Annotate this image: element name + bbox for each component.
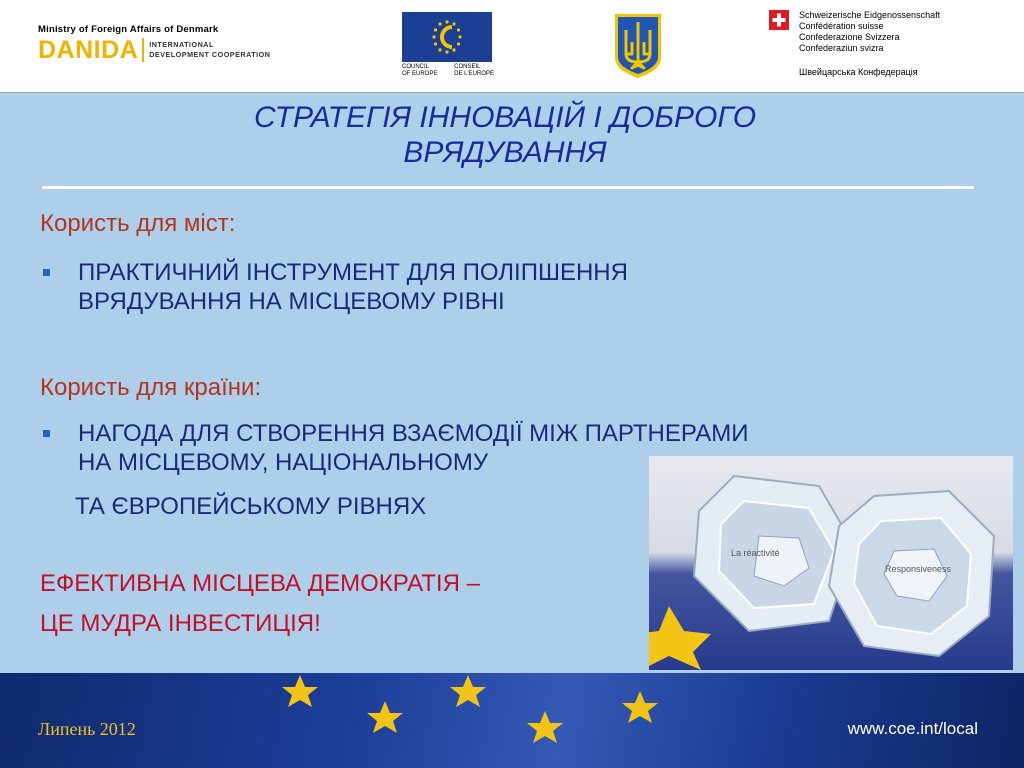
danida-subtitle-line1: INTERNATIONAL — [149, 40, 214, 49]
eu-star-icon — [450, 675, 486, 707]
coe-label-en-2: OF EUROPE — [402, 70, 438, 77]
bullet-cities-text — [78, 258, 628, 316]
award-text-2: Responsiveness — [885, 564, 952, 574]
swiss-name-it: Confederazione Svizzera — [799, 32, 900, 42]
swiss-name-rm: Confederaziun svizra — [799, 43, 884, 53]
coe-label-fr-2: DE L'EUROPE — [454, 70, 494, 77]
section-heading-country: Користь для країни: — [40, 374, 262, 401]
ukraine-coat-of-arms-icon — [613, 12, 663, 85]
danida-subtitle — [149, 40, 270, 60]
coe-label-fr-1: CONSEIL — [454, 64, 481, 70]
slide-title-line1: СТРАТЕГІЯ ІННОВАЦІЙ І ДОБРОГО — [253, 101, 757, 134]
crystal-award-2-icon — [829, 491, 994, 656]
bullet-cities-line2: ВРЯДУВАННЯ НА МІСЦЕВОМУ РІВНІ — [78, 288, 505, 315]
logo-header — [0, 0, 1024, 93]
coe-label-en-1: COUNCIL — [402, 64, 430, 70]
eu-star-icon — [649, 606, 711, 670]
slide-title-line2: ВРЯДУВАННЯ — [403, 136, 607, 169]
bullet-country-line2: НА МІСЦЕВОМУ, НАЦІОНАЛЬНОМУ — [78, 449, 489, 476]
awards-photo — [649, 456, 1013, 670]
danida-subtitle-line2: DEVELOPMENT COOPERATION — [149, 50, 271, 59]
footer-url[interactable]: www.coe.int/local — [847, 719, 978, 738]
bullet-country-text — [78, 419, 749, 477]
eu-star-icon — [282, 675, 318, 707]
slide-title — [120, 100, 890, 170]
slogan — [40, 564, 480, 644]
swiss-names — [799, 10, 940, 54]
danida-logo — [38, 24, 270, 63]
council-of-europe-logo — [402, 12, 494, 77]
eu-star-icon — [367, 701, 403, 733]
crystal-award-1-icon — [694, 476, 854, 631]
ministry-name: Ministry of Foreign Affairs of Denmark — [38, 24, 219, 35]
footer-date: Липень 2012 — [38, 719, 136, 739]
coe-label-fr — [454, 64, 494, 77]
danida-divider — [142, 38, 144, 62]
bullet-square-icon — [43, 269, 50, 276]
coe-label-en — [402, 64, 437, 77]
swiss-name-ua: Швейцарська Конфедерація — [799, 67, 918, 77]
bullet-country-line1: НАГОДА ДЛЯ СТВОРЕННЯ ВЗАЄМОДІЇ МІЖ ПАРТНЕРАМИ — [78, 420, 749, 447]
footer-eu-flag-banner — [0, 673, 1024, 768]
council-of-europe-flag-icon — [402, 12, 492, 62]
bullet-country-line3: ТА ЄВРОПЕЙСЬКОМУ РІВНЯХ — [75, 493, 427, 520]
award-text-1: La réactivité — [731, 548, 780, 558]
bullet-cities-line1: ПРАКТИЧНИЙ ІНСТРУМЕНТ ДЛЯ ПОЛІПШЕННЯ — [78, 259, 628, 286]
eu-star-icon — [622, 691, 658, 723]
danida-brand: DANIDA — [38, 36, 139, 64]
eu-star-icon — [527, 711, 563, 743]
swiss-name-de: Schweizerische Eidgenossenschaft — [799, 10, 941, 20]
swiss-name-fr: Confédération suisse — [799, 21, 884, 31]
slogan-line2: ЦЕ МУДРА ІНВЕСТИЦІЯ! — [40, 610, 321, 637]
bullet-square-icon — [43, 430, 50, 437]
swiss-flag-icon — [769, 10, 789, 30]
section-heading-cities: Користь для міст: — [40, 210, 236, 237]
title-divider — [42, 186, 974, 189]
slogan-line1: ЕФЕКТИВНА МІСЦЕВА ДЕМОКРАТІЯ – — [40, 570, 480, 597]
